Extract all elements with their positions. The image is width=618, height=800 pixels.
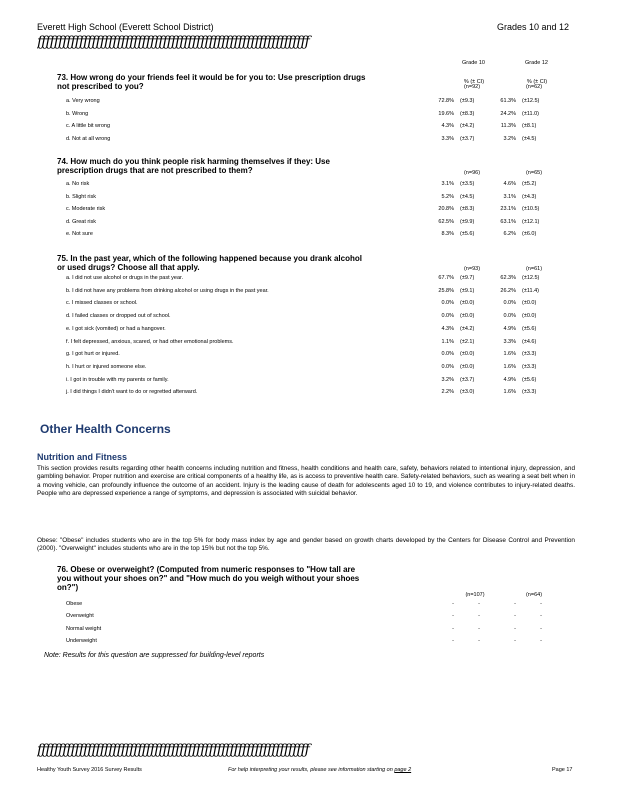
grade12-value: 4.9% — [503, 325, 516, 332]
grade12-value: 1.6% — [503, 363, 516, 370]
table-row — [66, 231, 576, 241]
table-row — [66, 351, 576, 361]
answer-label: c. I missed classes or school. — [66, 300, 138, 307]
answer-label: a. No risk — [66, 181, 90, 187]
grade10-ci: (±3.0) — [460, 389, 475, 396]
grade10-value: 4.3% — [441, 325, 454, 332]
question-title: 75. In the past year, which of the following happened because you drank alcohol or used drugs? Choose all that apply. — [57, 254, 362, 272]
grade12-value: 4.6% — [503, 181, 516, 187]
section-title: Other Health Concerns — [40, 422, 171, 436]
suppressed-value: - — [478, 637, 480, 644]
grade12-value: 61.3% — [500, 98, 516, 104]
grade10-value: 1.1% — [441, 338, 454, 345]
grade10-ci: (±9.1) — [460, 287, 475, 294]
suppressed-value: - — [452, 637, 454, 644]
grade10-value: 8.3% — [441, 231, 454, 238]
grade10-ci: (±3.7) — [460, 135, 475, 142]
grade10-ci: (±4.2) — [460, 325, 475, 332]
table-row — [66, 389, 576, 399]
footer-center — [228, 767, 411, 773]
grade10-ci: (±4.2) — [460, 123, 475, 130]
grade12-ci: (±4.6) — [522, 338, 537, 345]
grade10-value: 2.2% — [441, 389, 454, 396]
table-row — [66, 136, 576, 146]
table-row — [66, 601, 576, 611]
answer-label: b. Wrong — [66, 110, 89, 117]
table-row — [66, 613, 576, 623]
grade10-value: 3.1% — [441, 181, 454, 187]
suppressed-value: - — [452, 613, 454, 620]
answer-label: f. I felt depressed, anxious, scared, or had other emotional problems. — [66, 338, 234, 345]
grade10-ci: (±2.1) — [460, 338, 475, 345]
grade12-ci: (±12.5) — [522, 275, 540, 281]
answer-label: b. I did not have any problems from drinking alcohol or using drugs in the past year. — [66, 287, 269, 294]
bmi-category-label: Underweight — [66, 637, 97, 644]
grade10-value: 4.3% — [441, 123, 454, 130]
table-row — [66, 626, 576, 636]
bmi-category-label: Normal weight — [66, 625, 102, 632]
grade10-value: 5.2% — [441, 193, 454, 200]
grade10-value: 0.0% — [441, 300, 454, 307]
grade12-ci: (±6.0) — [522, 231, 537, 238]
grade12-ci: (±0.0) — [522, 313, 537, 320]
table-row — [66, 313, 576, 323]
table-row — [66, 638, 576, 648]
suppressed-value: - — [514, 637, 516, 644]
table-row — [66, 377, 576, 387]
bmi-category-label: Obese — [66, 601, 83, 607]
answer-label: d. I failed classes or dropped out of school. — [66, 313, 171, 320]
table-row — [66, 364, 576, 374]
suppressed-value: - — [514, 613, 516, 620]
grade12-value: 11.3% — [500, 123, 516, 130]
answer-label: a. I did not use alcohol or drugs in the past year. — [66, 275, 184, 281]
answer-label: d. Not at all wrong — [66, 135, 111, 142]
grade10-ci: (±0.0) — [460, 300, 475, 307]
pct-label-g10: % (± CI) — [463, 79, 485, 85]
grade12-value: 63.1% — [500, 218, 516, 225]
note-text: Note: Results for this question are suppressed for building-level reports — [44, 652, 265, 659]
suppressed-value: - — [540, 625, 542, 632]
grade12-ci: (±12.1) — [522, 218, 540, 225]
grade10-value: 20.8% — [438, 206, 454, 213]
footer-rule: ƒƒƒƒƒƒƒƒƒƒƒƒƒƒƒƒƒƒƒƒƒƒƒƒƒƒƒƒƒƒƒƒƒƒƒƒƒƒƒƒƒƒƒƒƒƒƒƒƒƒƒƒƒƒƒƒƒƒƒƒƒƒƒƒƒ — [37, 742, 309, 758]
grade12-ci: (±5.2) — [522, 181, 537, 187]
table-row — [66, 206, 576, 216]
grade10-value: 0.0% — [441, 313, 454, 320]
table-row — [66, 275, 576, 285]
grade12-ci: (±8.1) — [522, 123, 537, 130]
suppressed-value: - — [514, 625, 516, 632]
grade12-ci: (±3.3) — [522, 389, 537, 396]
col-grade10: Grade 10 — [462, 60, 485, 66]
answer-label: j. I did things I didn't want to do or regretted afterward. — [66, 389, 198, 396]
answer-label: c. A little bit wrong — [66, 123, 111, 130]
suppressed-value: - — [540, 601, 542, 607]
footer-page-number: Page 17 — [552, 767, 573, 773]
grades-label: Grades 10 and 12 — [497, 22, 570, 32]
grade12-ci: (±12.5) — [522, 98, 540, 104]
answer-label: c. Moderate risk — [66, 206, 106, 213]
suppressed-value: - — [540, 637, 542, 644]
sample-size: (n=96) — [463, 170, 481, 176]
grade12-ci: (±3.3) — [522, 351, 537, 358]
footer-help-text: For help interpreting your results, please see information starting on — [228, 767, 393, 773]
header-rule: ƒƒƒƒƒƒƒƒƒƒƒƒƒƒƒƒƒƒƒƒƒƒƒƒƒƒƒƒƒƒƒƒƒƒƒƒƒƒƒƒƒƒƒƒƒƒƒƒƒƒƒƒƒƒƒƒƒƒƒƒƒƒƒƒƒ — [37, 34, 309, 50]
grade12-ci: (±4.5) — [522, 135, 537, 142]
grade12-ci: (±10.5) — [522, 206, 540, 213]
grade10-value: 0.0% — [441, 351, 454, 358]
table-row — [66, 339, 576, 349]
answer-label: h. I hurt or injured someone else. — [66, 363, 147, 370]
sample-size: (n=92) — [463, 84, 481, 90]
q76-n12: (n=64) — [525, 592, 543, 598]
answer-label: b. Slight risk — [66, 193, 96, 200]
grade10-value: 62.5% — [438, 218, 454, 225]
grade10-value: 0.0% — [441, 363, 454, 370]
grade12-value: 0.0% — [503, 313, 516, 320]
table-row — [66, 111, 576, 121]
footer-left: Healthy Youth Survey 2016 Survey Results — [37, 767, 142, 773]
footer-page-link[interactable]: page 2 — [394, 767, 412, 773]
grade12-value: 1.6% — [503, 351, 516, 358]
answer-label: e. Not sure — [66, 231, 93, 238]
grade12-value: 3.1% — [503, 193, 516, 200]
grade12-value: 24.2% — [500, 110, 516, 117]
table-row — [66, 219, 576, 229]
grade10-ci: (±5.6) — [460, 231, 475, 238]
grade12-value: 23.1% — [500, 206, 516, 213]
grade10-value: 72.8% — [438, 98, 454, 104]
grade10-ci: (±8.3) — [460, 110, 475, 117]
school-title: Everett High School (Everett School District) — [37, 22, 214, 32]
grade10-value: 25.8% — [438, 287, 454, 294]
sample-size: (n=61) — [525, 266, 543, 272]
table-row — [66, 98, 576, 108]
grade10-value: 67.7% — [438, 275, 454, 281]
table-row — [66, 300, 576, 310]
obese-definition: Obese: "Obese" includes students who are in the top 5% for body mass index by age and gender based on growth charts developed by the Centers for Disease Control and Prevention (2000). "Overweight" includes students who are in the top 15% but not the top 5%. — [37, 537, 575, 553]
suppressed-value: - — [514, 601, 516, 607]
grade10-ci: (±0.0) — [460, 313, 475, 320]
grade12-value: 0.0% — [503, 300, 516, 307]
answer-label: i. I got in trouble with my parents or family. — [66, 376, 169, 383]
table-row — [66, 181, 576, 191]
sample-size: (n=65) — [525, 170, 543, 176]
grade10-value: 3.3% — [441, 135, 454, 142]
table-row — [66, 194, 576, 204]
suppressed-value: - — [452, 625, 454, 632]
grade12-value: 3.3% — [503, 338, 516, 345]
suppressed-value: - — [478, 625, 480, 632]
grade12-value: 4.9% — [503, 376, 516, 383]
grade10-value: 19.6% — [438, 110, 454, 117]
grade12-ci: (±5.6) — [522, 376, 537, 383]
table-row — [66, 123, 576, 133]
grade10-ci: (±3.5) — [460, 181, 475, 187]
pct-label-g12: % (± CI) — [526, 79, 548, 85]
grade12-ci: (±0.0) — [522, 300, 537, 307]
grade10-ci: (±0.0) — [460, 363, 475, 370]
table-row — [66, 326, 576, 336]
sample-size: (n=62) — [525, 84, 543, 90]
grade12-ci: (±5.6) — [522, 325, 537, 332]
answer-label: e. I got sick (vomited) or had a hangover. — [66, 325, 166, 332]
suppressed-value: - — [540, 613, 542, 620]
answer-label: d. Great risk — [66, 218, 96, 225]
suppressed-value: - — [478, 613, 480, 620]
section-subtitle: Nutrition and Fitness — [37, 452, 127, 462]
grade12-value: 3.2% — [503, 135, 516, 142]
grade12-ci: (±3.3) — [522, 363, 537, 370]
sample-size: (n=93) — [463, 266, 481, 272]
grade12-value: 6.2% — [503, 231, 516, 238]
grade12-ci: (±11.0) — [522, 110, 539, 117]
bmi-category-label: Overweight — [66, 613, 94, 620]
suppressed-value: - — [478, 601, 480, 607]
grade10-ci: (±8.3) — [460, 206, 475, 213]
grade10-ci: (±4.5) — [460, 193, 475, 200]
section-paragraph: This section provides results regarding other health concerns including nutrition and fitness, health conditions and health care, safety, behaviors related to intentional injury, depression, and gambling behavior. Proper nutrition and exercise are critical components of a healthy life, as is access to preventive health care. Safety-related behaviors, such as wearing a seat belt when in a moving vehicle, can profoundly influence the outcome of an accident. Injury is the leading cause of death for adolescents aged 10 to 19, and violence contributes to injury-related deaths. People who are depressed experience a range of symptoms, and depression is associated with suicidal behavior. — [37, 465, 575, 498]
suppressed-value: - — [452, 601, 454, 607]
grade12-value: 26.2% — [500, 287, 516, 294]
table-row — [66, 288, 576, 298]
grade10-ci: (±9.3) — [460, 98, 475, 104]
grade12-value: 1.6% — [503, 389, 516, 396]
grade10-ci: (±9.7) — [460, 275, 475, 281]
answer-label: a. Very wrong — [66, 98, 100, 104]
grade12-value: 62.3% — [500, 275, 516, 281]
grade10-value: 3.2% — [441, 376, 454, 383]
grade12-ci: (±11.4) — [522, 287, 539, 294]
col-grade12: Grade 12 — [525, 60, 548, 66]
grade10-ci: (±9.9) — [460, 218, 475, 225]
grade12-ci: (±4.3) — [522, 193, 537, 200]
answer-label: g. I got hurt or injured. — [66, 351, 120, 358]
q76-title: 76. Obese or overweight? (Computed from numeric responses to "How tall are you without your shoes on?" and "How much do you weigh without your shoes on?") — [57, 565, 360, 592]
question-title: 73. How wrong do your friends feel it would be for you to: Use prescription drugs not prescribed to you? — [57, 73, 366, 91]
q76-n10: (n=107) — [465, 592, 485, 598]
grade10-ci: (±0.0) — [460, 351, 475, 358]
grade10-ci: (±3.7) — [460, 376, 475, 383]
question-title: 74. How much do you think people risk harming themselves if they: Use prescription drugs that are not prescribed to them? — [57, 157, 330, 175]
